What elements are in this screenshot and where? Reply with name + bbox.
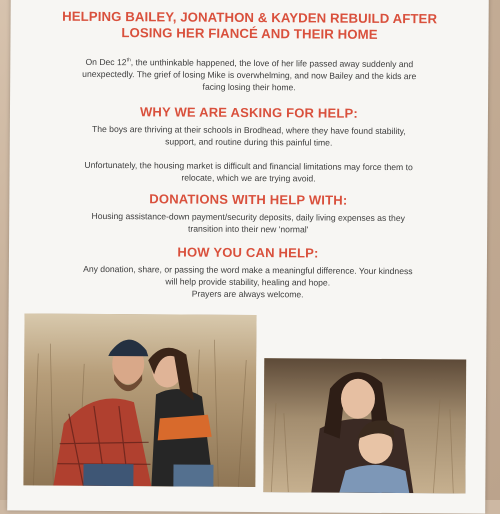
how-heading: HOW YOU CAN HELP: — [177, 244, 319, 261]
why-paragraph-2 — [9, 158, 487, 185]
intro-date: On Dec 12 — [85, 56, 127, 68]
mother-son-photo — [263, 358, 466, 493]
why-paragraph-1 — [10, 122, 488, 149]
intro-line-3: facing losing their home. — [202, 81, 296, 93]
headline-line-1: HELPING BAILEY, JONATHON & KAYDEN REBUILD AFTER — [62, 8, 438, 27]
donations-line-1: Housing assistance-down payment/security deposits, daily living expenses as they — [91, 210, 405, 224]
donations-heading: DONATIONS WITH HELP WITH: — [149, 191, 348, 208]
how-line-1: Any donation, share, or passing the word make a meaningful difference. Your kindness — [83, 263, 413, 277]
why-p2-line-2: relocate, which we are trying avoid. — [181, 172, 316, 184]
donations-line-2: transition into their new 'normal' — [187, 223, 309, 235]
how-paragraph — [9, 262, 487, 301]
headline-line-2: LOSING HER FIANCÉ AND THEIR HOME — [121, 25, 378, 42]
donations-paragraph — [9, 209, 487, 236]
why-p1-line-1: The boys are thriving at their schools in Brodhead, where they have found stability, — [91, 123, 406, 137]
intro-line-1-rest: , the unthinkable happened, the love of her life passed away suddenly and — [130, 57, 414, 70]
intro-paragraph — [10, 55, 488, 94]
flyer-headline — [10, 8, 488, 43]
intro-date-suffix: th — [126, 57, 131, 64]
why-p1-line-2: support, and routine during this painful time. — [165, 136, 333, 148]
why-heading: WHY WE ARE ASKING FOR HELP: — [139, 104, 359, 121]
couple-photo — [23, 313, 256, 487]
why-p2-line-1: Unfortunately, the housing market is difficult and financial limitations may force them to — [84, 159, 413, 173]
flyer-page — [7, 0, 489, 514]
intro-line-2: unexpectedly. The grief of losing Mike is overwhelming, and now Bailey and the kids are — [82, 68, 417, 82]
how-line-2: will help provide stability, healing and hope. — [165, 276, 331, 288]
how-line-3: Prayers are always welcome. — [191, 288, 304, 300]
